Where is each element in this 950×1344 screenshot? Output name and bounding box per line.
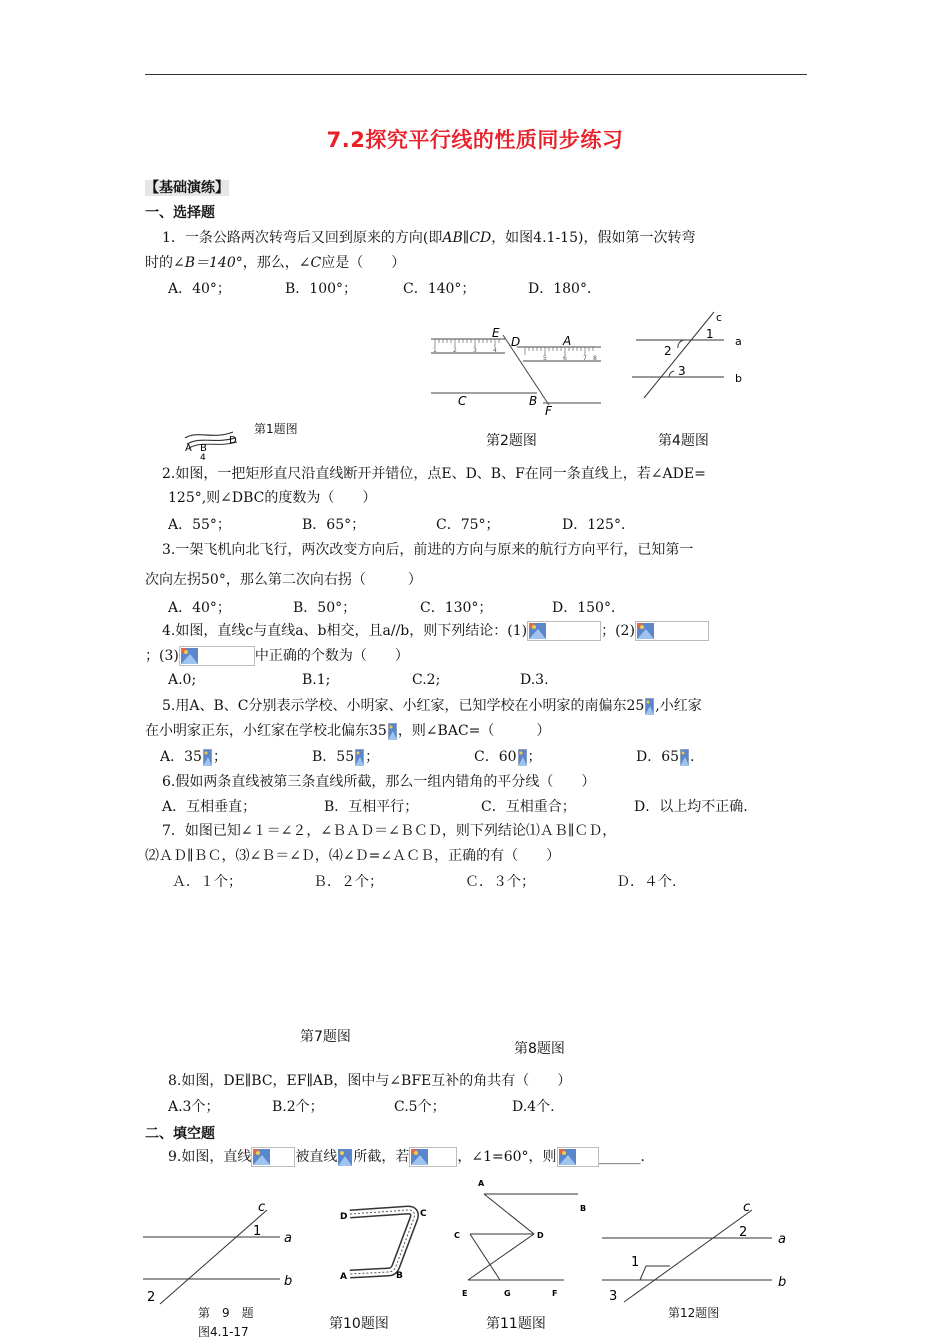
fig1-label-a: A bbox=[185, 443, 192, 454]
q4-option-c: C.2; bbox=[412, 672, 441, 688]
degree-image bbox=[388, 723, 397, 740]
q9-line1: 9.如图，直线 被直线 所截，若 ，∠1=60°，则 ______. bbox=[168, 1149, 645, 1165]
figure-10 bbox=[330, 1196, 440, 1286]
q3-line1: 3.一架飞机向北飞行，两次改变方向后，前进的方向与原来的航行方向平行，已知第一 bbox=[162, 542, 694, 558]
fig12-caption: 第12题图 bbox=[668, 1306, 720, 1320]
q4-formula-2-image bbox=[635, 621, 709, 641]
fig11-caption: 第11题图 bbox=[486, 1316, 546, 1332]
fig11-label-c: C bbox=[454, 1231, 460, 1240]
degree-image bbox=[518, 749, 527, 766]
fig4-label-c: c bbox=[716, 311, 723, 324]
q4-formula-3-image bbox=[179, 646, 255, 666]
fig11-label-e: E bbox=[462, 1289, 468, 1298]
fig2-caption: 第2题图 bbox=[486, 433, 537, 449]
fig12-label-1: 1 bbox=[631, 1255, 640, 1270]
q8-option-b: B.2个； bbox=[272, 1099, 324, 1115]
q7-line1: 7．如图已知∠１＝∠２，∠ＢＡＤ＝∠ＢＣＤ，则下列结论⑴ＡＢ∥ＣＤ， bbox=[162, 823, 617, 839]
fig1-label-b: B bbox=[200, 443, 207, 454]
fig4-caption: 第4题图 bbox=[658, 433, 709, 449]
fig2-label-d: D bbox=[511, 335, 521, 349]
fig9-label-c: c bbox=[258, 1200, 266, 1215]
q1-line2: 时的∠B＝140°，那么，∠C应是（ ） bbox=[145, 255, 406, 271]
fig4-label-1: 1 bbox=[706, 327, 714, 341]
svg-text:1: 1 bbox=[433, 347, 437, 354]
fig12-label-c: c bbox=[743, 1200, 751, 1215]
fig4-label-b: b bbox=[735, 372, 742, 385]
fig10-label-a: A bbox=[340, 1272, 347, 1282]
q4-line1: 4.如图，直线c与直线a、b相交，且a//b，则下列结论：(1) ；(2) bbox=[162, 620, 709, 641]
q6-option-c: C．互相重合； bbox=[481, 799, 576, 815]
q7-option-a: Ａ．１个； bbox=[172, 874, 242, 890]
q4-option-d: D.3. bbox=[520, 672, 549, 688]
fig1-label-n: 4 bbox=[200, 453, 206, 460]
fig9-label-1: 1 bbox=[253, 1224, 262, 1239]
fig4-label-2: 2 bbox=[664, 344, 672, 358]
fig10-label-d: D bbox=[340, 1212, 348, 1222]
fig11-label-g: G bbox=[504, 1289, 511, 1298]
fig2-label-b: B bbox=[529, 394, 538, 408]
q6-option-a: A．互相垂直； bbox=[162, 799, 257, 815]
q1-option-a: A．40°； bbox=[168, 281, 231, 297]
fig11-label-a: A bbox=[478, 1179, 485, 1188]
fig9-caption: 第 9 题 bbox=[198, 1306, 254, 1320]
q3-option-a: A．40°； bbox=[168, 600, 231, 616]
figure-1 bbox=[183, 418, 243, 460]
q8-line1: 8.如图，DE∥BC，EF∥AB，图中与∠BFE互补的角共有（ ） bbox=[168, 1073, 572, 1089]
q2-line1: 2.如图，一把矩形直尺沿直线断开并错位，点E、D、B、F在同一条直线上，若∠ADE= bbox=[162, 466, 706, 482]
q3-option-c: C．130°； bbox=[420, 600, 493, 616]
q5-line1: 5.用A、B、C分别表示学校、小明家、小红家，已知学校在小明家的南偏东25 ,小红家 bbox=[162, 698, 702, 714]
q8-option-c: C.5个； bbox=[394, 1099, 446, 1115]
degree-image bbox=[203, 749, 212, 766]
q3-line2: 次向左拐50°，那么第二次向右拐（ ） bbox=[145, 572, 422, 588]
svg-text:5: 5 bbox=[543, 355, 547, 362]
q2-option-c: C．75°； bbox=[436, 517, 500, 533]
fig11-label-f: F bbox=[552, 1289, 558, 1298]
q7-option-b: Ｂ．２个； bbox=[313, 874, 383, 890]
page-title: 7.2探究平行线的性质同步练习 bbox=[326, 128, 624, 152]
q1-option-d: D．180°． bbox=[528, 281, 601, 297]
fig12-label-b: b bbox=[778, 1275, 787, 1290]
fig12-label-3: 3 bbox=[609, 1289, 618, 1304]
svg-text:6: 6 bbox=[563, 355, 567, 362]
fig4-label-3: 3 bbox=[678, 364, 686, 378]
fig9-label-b: b bbox=[284, 1274, 293, 1289]
q5-option-b: B．55 ； bbox=[312, 749, 380, 765]
fig2-label-e: E bbox=[492, 326, 500, 340]
section-basic: 【基础演练】 bbox=[145, 180, 229, 196]
svg-text:7: 7 bbox=[583, 355, 587, 362]
q7-option-d: Ｄ．４个. bbox=[616, 874, 677, 890]
fig12-label-2: 2 bbox=[739, 1225, 748, 1240]
q9-lines-image bbox=[251, 1147, 295, 1167]
q3-option-b: B．50°； bbox=[293, 600, 357, 616]
q8-option-d: D.4个. bbox=[512, 1099, 555, 1115]
q1-option-b: B．100°； bbox=[285, 281, 358, 297]
section-choice: 一、选择题 bbox=[145, 205, 215, 221]
fig2-label-c: C bbox=[458, 394, 467, 408]
q9-line-c-image bbox=[338, 1149, 352, 1166]
q6-option-b: B．互相平行； bbox=[324, 799, 419, 815]
q7-option-c: Ｃ．３个； bbox=[465, 874, 535, 890]
q8-option-a: A.3个； bbox=[168, 1099, 220, 1115]
svg-text:3: 3 bbox=[473, 347, 477, 354]
q2-line2: 125°,则∠DBC的度数为（ ） bbox=[168, 490, 377, 506]
fig4-label-a: a bbox=[735, 335, 742, 348]
fig9-label-a: a bbox=[284, 1231, 292, 1246]
q4-formula-1-image bbox=[527, 621, 601, 641]
fig8-caption: 第8题图 bbox=[514, 1041, 565, 1057]
fig12-label-a: a bbox=[778, 1232, 786, 1247]
degree-image bbox=[645, 698, 654, 715]
q9-condition-image bbox=[409, 1147, 457, 1167]
svg-text:2: 2 bbox=[453, 347, 457, 354]
section-fill: 二、填空题 bbox=[145, 1126, 215, 1142]
q5-option-a: A．35 ； bbox=[160, 749, 227, 765]
q4-line2: ；(3) 中正确的个数为（ ） bbox=[145, 648, 409, 664]
degree-image bbox=[680, 749, 689, 766]
fig7-caption: 第7题图 bbox=[300, 1029, 351, 1045]
q1-line1: 1．一条公路两次转弯后又回到原来的方向(即AB∥CD，如图4.1-15)，假如第一次转弯 bbox=[162, 230, 696, 246]
figure-2 bbox=[425, 325, 605, 420]
figure-12 bbox=[600, 1196, 800, 1308]
fig1-label-d: D bbox=[229, 435, 237, 446]
fig10-label-b: B bbox=[396, 1271, 403, 1281]
q5-option-d: D．65 . bbox=[636, 749, 695, 765]
q1-option-c: C．140°； bbox=[403, 281, 476, 297]
q4-option-a: A.0; bbox=[168, 672, 197, 688]
q5-line2: 在小明家正东，小红家在学校北偏东35 ，则∠BAC=（ ） bbox=[145, 723, 551, 739]
q2-option-a: A．55°； bbox=[168, 517, 231, 533]
q4-option-b: B.1; bbox=[302, 672, 331, 688]
q9-answer-image bbox=[557, 1147, 599, 1167]
fig11-label-b: B bbox=[580, 1204, 587, 1213]
figure-11 bbox=[448, 1176, 593, 1301]
fig9-caption-2: 图4.1-17 bbox=[198, 1325, 249, 1339]
fig2-label-a: A bbox=[563, 334, 572, 348]
figure-9 bbox=[140, 1196, 300, 1308]
fig1-caption: 第1题图 bbox=[254, 422, 298, 436]
q6-line1: 6.假如两条直线被第三条直线所截，那么一组内错角的平分线（ ） bbox=[162, 774, 596, 790]
degree-image bbox=[355, 749, 364, 766]
q6-option-d: D．以上均不正确. bbox=[634, 799, 748, 815]
figure-4 bbox=[630, 308, 750, 403]
q9-blank[interactable]: ______. bbox=[598, 1149, 645, 1165]
q5-option-c: C．60 ； bbox=[474, 749, 542, 765]
q7-line2: ⑵ＡＤ∥ＢＣ，⑶∠Ｂ＝∠Ｄ，⑷∠Ｄ=∠ＡＣＢ，正确的有（ ） bbox=[145, 848, 561, 864]
fig10-label-c: C bbox=[420, 1209, 427, 1219]
svg-text:8: 8 bbox=[593, 355, 597, 362]
svg-text:4: 4 bbox=[493, 347, 497, 354]
q2-option-b: B．65°； bbox=[302, 517, 366, 533]
header-rule bbox=[145, 74, 807, 75]
q2-option-d: D．125°． bbox=[562, 517, 635, 533]
fig11-label-d: D bbox=[537, 1231, 544, 1240]
fig2-label-f: F bbox=[545, 404, 552, 418]
fig9-label-2: 2 bbox=[147, 1290, 156, 1305]
q3-option-d: D．150°． bbox=[552, 600, 625, 616]
fig10-caption: 第10题图 bbox=[329, 1316, 389, 1332]
